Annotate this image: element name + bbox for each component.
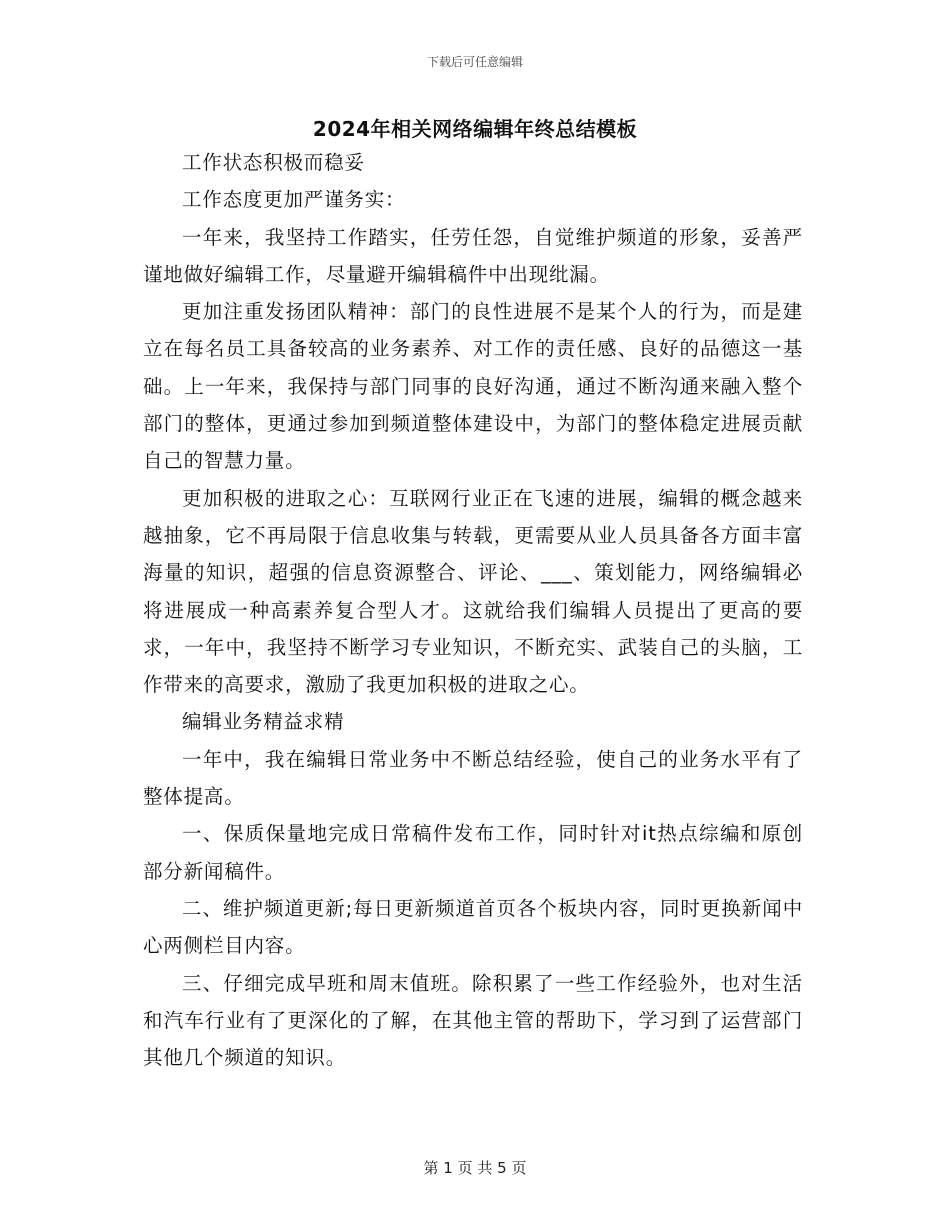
paragraph: 一年中，我在编辑日常业务中不断总结经验，使自己的业务水平有了整体提高。 [143, 747, 803, 809]
document-title: 2024年相关网络编辑年终总结模板 [312, 117, 638, 141]
paragraph: 一年来，我坚持工作踏实，任劳任怨，自觉维护频道的形象，妥善严谨地做好编辑工作，尽量避开编辑稿件中出现纰漏。 [143, 225, 803, 286]
page-header-note: 下载后可任意编辑 [426, 55, 523, 69]
paragraph: 更加注重发扬团队精神：部门的良性进展不是某个人的行为，而是建立在每名员工具备较高的业务素养、对工作的责任感、良好的品德这一基础。上一年来，我保持与部门同事的良好沟通，通过不断沟通来融入整个部门的整体，更通过参加到频道整体建设中，为部门的整体稳定进展贡献自己的智慧力量。 [143, 300, 803, 473]
paragraph: 编辑业务精益求精 [182, 710, 345, 734]
paragraph: 工作态度更加严谨务实： [182, 188, 406, 212]
document-body [143, 144, 803, 1076]
paragraph: 一、保质保量地完成日常稿件发布工作，同时针对it热点综编和原创部分新闻稿件。 [143, 822, 803, 883]
paragraph: 工作状态积极而稳妥 [182, 151, 365, 174]
paragraph: 三、仔细完成早班和周末值班。除积累了一些工作经验外，也对生活和汽车行业有了更深化的了解，在其他主管的帮助下，学习到了运营部门其他几个频道的知识。 [143, 971, 803, 1070]
page-number: 第 1 页 共 5 页 [423, 1159, 527, 1177]
paragraph: 二、维护频道更新;每日更新频道首页各个板块内容，同时更换新闻中心两侧栏目内容。 [143, 896, 803, 958]
paragraph: 更加积极的进取之心：互联网行业正在飞速的进展，编辑的概念越来越抽象，它不再局限于信息收集与转载，更需要从业人员具备各方面丰富海量的知识，超强的信息资源整合、评论、___、策划能力，网络编辑必将进展成一种高素养复合型人才。这就给我们编辑人员提出了更高的要求，一年中，我坚持不断学习专业知识，不断充实、武装自己的头脑，工作带来的高要求，激励了我更加积极的进取之心。 [143, 486, 803, 697]
